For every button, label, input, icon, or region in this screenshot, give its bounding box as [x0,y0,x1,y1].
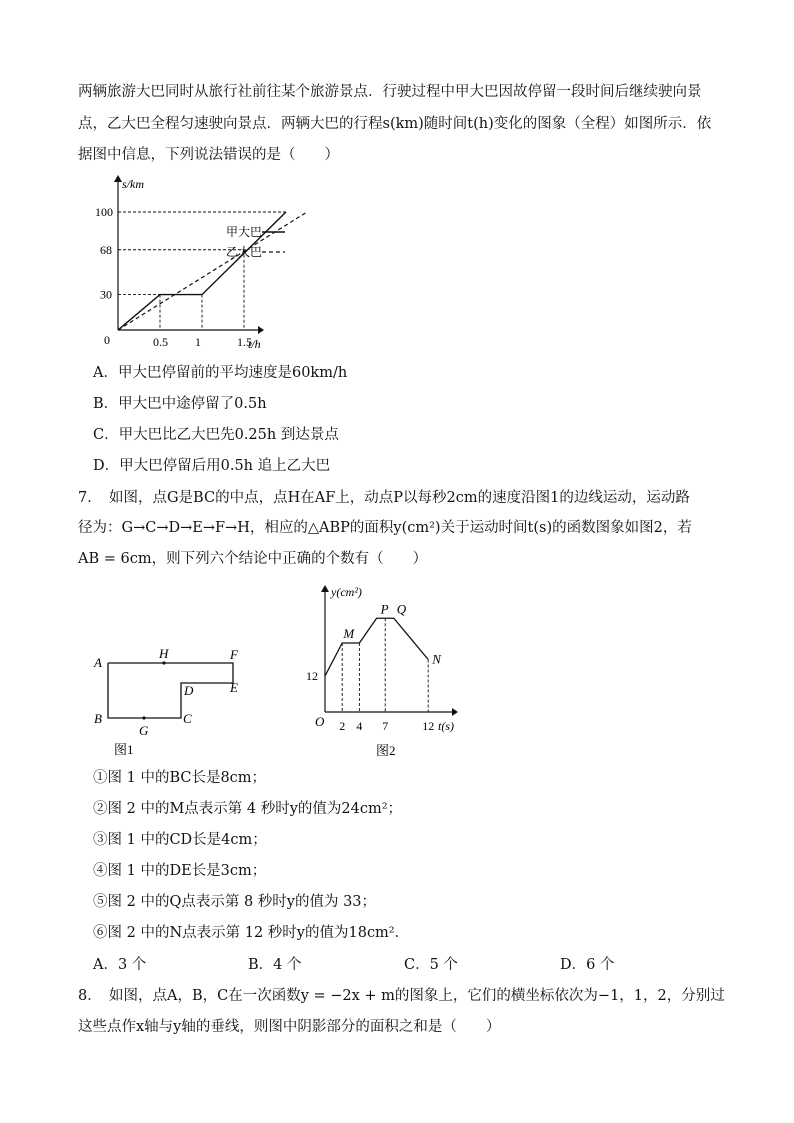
statement-6: ⑥图 2 中的N点表示第 12 秒时y的值为18cm²． [93,925,410,941]
q7-choice-b[interactable]: B．4 个 [248,957,302,973]
statement-4: ④图 1 中的DE长是3cm； [93,863,267,879]
q6-option-b[interactable]: B．甲大巴中途停留了0.5h [93,396,267,412]
q6-text-line-3: 据图中信息，下列说法错误的是（ ） [78,147,339,163]
q7-text-line-1: 7． 如图，点G是BC的中点，点H在AF上，动点P以每秒2cm的速度沿图1的边线运动，运动路 [78,490,690,506]
y-axis-label: s/km [122,177,144,191]
figure2-caption: 图2 [376,743,396,758]
x-tick: 1.5 [237,335,252,349]
point-label-n: N [432,651,441,667]
figure1-polygon [88,645,253,760]
y-tick: 100 [95,205,113,219]
statement-2: ②图 2 中的M点表示第 4 秒时y的值为24cm²； [93,801,403,817]
label-c: C [183,711,192,726]
point-g [142,716,145,719]
origin-label: O [315,714,325,729]
y-axis-label: y(cm²) [331,585,362,599]
x-axis-label: t/h [248,337,261,351]
chart2-guides [342,618,428,712]
origin-label: 0 [104,333,110,347]
label-b: B [94,711,102,726]
figure1-outline [108,663,233,718]
chart2-series [325,618,428,676]
series-yi [118,212,307,330]
point-label-p: P [380,601,389,617]
q7-choice-c[interactable]: C．5 个 [404,957,458,973]
figure1-caption: 图1 [114,742,134,757]
x-tick: 7 [382,719,389,733]
label-h: H [159,646,169,661]
series-y [325,618,428,676]
y-axis-arrow [321,585,329,592]
q6-option-c[interactable]: C．甲大巴比乙大巴先0.25h 到达景点 [93,427,339,443]
q7-choice-a[interactable]: A．3 个 [93,957,147,973]
x-axis-arrow [258,326,264,334]
x-tick: 0.5 [153,335,168,349]
x-tick: 1 [195,335,201,349]
point-label-m: M [343,626,355,641]
q8-text-line-2: 这些点作x轴与y轴的垂线，则图中阴影部分的面积之和是（ ） [78,1019,501,1035]
chart1-axes [104,175,264,351]
q6-text-line-2: 点，乙大巴全程匀速驶向景点．两辆大巴的行程s(km)随时间t(h)变化的图象（全程）如图所示．依 [78,116,712,132]
y-tick: 68 [100,242,112,257]
y-tick: 12 [306,669,318,683]
chart1-series [118,212,307,330]
point-label-q: Q [396,601,407,617]
x-axis-arrow [452,708,458,716]
q7-text-line-3: AB = 6cm，则下列六个结论中正确的个数有（ ） [78,551,428,567]
x-tick: 2 [339,719,346,733]
point-h [162,661,165,664]
area-time-chart [300,578,470,763]
y-tick: 30 [100,287,112,302]
legend-yi: 乙大巴 [226,245,263,259]
q6-option-d[interactable]: D．甲大巴停留后用0.5h 追上乙大巴 [93,458,331,474]
label-a: A [94,655,102,670]
statement-1: ①图 1 中的BC长是8cm； [93,770,267,786]
label-f: F [230,647,238,662]
q8-text-line-1: 8． 如图，点A，B，C在一次函数y = −2x + m的图象上，它们的横坐标依次为−1，1，2，分别过 [78,988,725,1004]
x-axis-label: t(s) [438,719,454,733]
q7-choice-d[interactable]: D．6 个 [560,957,615,973]
statement-3: ③图 1 中的CD长是4cm； [93,832,267,848]
legend-jia: 甲大巴 [226,225,263,239]
statement-5: ⑤图 2 中的Q点表示第 8 秒时y的值为 33； [93,894,377,910]
label-g: G [139,723,149,738]
q6-option-a[interactable]: A．甲大巴停留前的平均速度是60km/h [93,365,348,381]
y-axis-arrow [114,175,122,182]
travel-distance-chart [95,170,320,355]
x-tick: 12 [422,719,435,733]
q6-text-line-1: 两辆旅游大巴同时从旅行社前往某个旅游景点．行驶过程中甲大巴因故停留一段时间后继续驶向景 [78,84,702,100]
q7-text-line-2: 径为：G→C→D→E→F→H，相应的△ABP的面积y(cm²)关于运动时间t(s)的函数图象如图2，若 [78,520,692,536]
x-tick: 4 [356,719,363,733]
label-d: D [184,683,194,698]
label-e: E [230,680,238,695]
